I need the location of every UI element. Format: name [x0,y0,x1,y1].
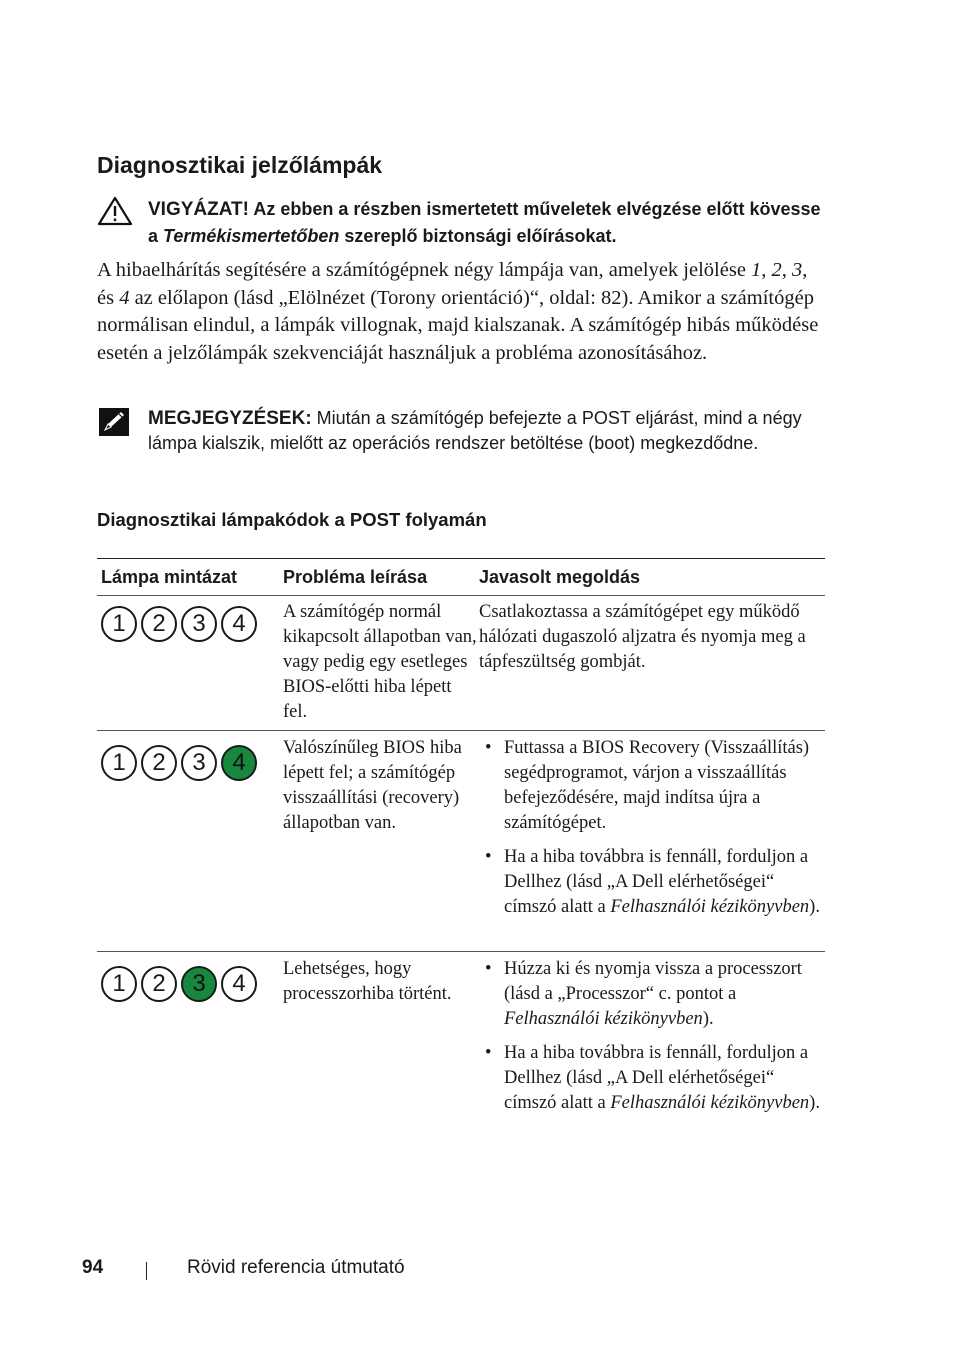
lamp-3: 3 [181,966,217,1002]
solution-list-wrap [479,952,825,1125]
intro-paragraph [97,257,827,367]
solution-list-wrap [479,731,825,951]
intro-separator: , [761,259,772,281]
bullet-italic: Felhasználói kézikönyvben [610,897,810,917]
solution-bullet [479,1041,825,1116]
caution-italic: Termékismertetőben [163,226,340,246]
lamp-3: 3 [181,606,217,642]
solution-list [479,736,825,920]
intro-lamp-number: 2 [771,259,782,281]
lamp-2: 2 [141,606,177,642]
intro-separator: , és [97,259,808,309]
bullet-italic: Felhasználói kézikönyvben [610,1093,810,1113]
problem-description: A számítógép normál kikapcsolt állapotban van, vagy pedig egy esetleges BIOS-előtti hiba lépett fel. [283,602,477,722]
bullet-text: Futtassa a BIOS Recovery (Visszaállítás) segédprogramot, várjon a visszaállítás befejeződésére, majd indítsa újra a számítógépet. [504,738,810,833]
header-lamp-pattern: Lámpa mintázat [101,566,238,587]
section-heading: Diagnosztikai jelzőlámpák [97,152,383,178]
lamp-4: 4 [221,606,257,642]
header-solution: Javasolt megoldás [479,566,641,587]
lamp-4: 4 [221,966,257,1002]
caution-label: VIGYÁZAT! [148,199,249,220]
footer-doc-title: Rövid referencia útmutató [187,1257,405,1278]
bullet-text: ). [702,1009,714,1029]
note-label: MEGJEGYZÉSEK: [148,408,312,429]
solution-bullet [479,957,825,1032]
diagnostic-table [97,558,825,1125]
lamp-1: 1 [101,745,137,781]
lamp-4: 4 [221,745,257,781]
problem-description: Lehetséges, hogy processzorhiba történt. [283,959,452,1004]
bullet-text: Húzza ki és nyomja vissza a processzort (lásd a „Processzor“ c. pontot a [504,959,802,1004]
intro-lamp-number: 4 [119,286,130,309]
note-text [148,406,828,456]
solution-bullet [479,736,825,836]
lamp-pattern [101,745,283,781]
caution-text-part: Az ebben a részben ismertetett műveletek elvégzése előtt kövesse a [148,199,821,246]
bullet-text: Ha a hiba továbbra is fennáll, forduljon a Dellhez (lásd „A Dell elérhetőségei“ címszó alatt a [504,1043,809,1113]
footer-divider [146,1262,147,1280]
bullet-text: ). [809,1093,820,1113]
lamp-1: 1 [101,606,137,642]
lamp-3: 3 [181,745,217,781]
bullet-text: ). [809,897,820,917]
lamp-2: 2 [141,966,177,1002]
table-row [97,731,825,952]
caution-text-part: szereplő biztonsági előírásokat. [339,226,617,246]
bullet-italic: Felhasználói kézikönyvben [504,1009,703,1029]
lamp-2: 2 [141,745,177,781]
intro-text: A hibaelhárítás segítésére a számítógépnek négy lámpája van, amelyek jelölése [97,259,752,281]
warning-triangle-icon [97,196,133,226]
solution-bullet [479,845,825,920]
table-row [97,952,825,1125]
problem-description: Valószínűleg BIOS hiba lépett fel; a számítógép visszaállítási (recovery) állapotban van. [283,738,462,833]
page-number: 94 [82,1257,104,1278]
intro-separator: , [781,259,793,281]
table-row [97,596,825,731]
intro-lamp-number: 3 [792,259,803,281]
note-body: Miután a számítógép befejezte a POST eljárást, mind a négy lámpa kialszik, mielőtt az operációs rendszer betöltése (boot) megkezdődne. [148,408,802,453]
lamp-pattern [101,966,283,1002]
solution-text: Csatlakoztassa a számítógépet egy működő hálózati dugaszoló aljzatra és nyomja meg a tápfeszültség gombját. [479,602,806,672]
caution-text [148,196,828,249]
lamp-1: 1 [101,966,137,1002]
note-pencil-icon [99,408,129,436]
bullet-text: Ha a hiba továbbra is fennáll, forduljon a Dellhez (lásd „A Dell elérhetőségei“ címszó alatt a [504,847,809,917]
intro-text: az előlapon (lásd „Elölnézet (Torony orientáció)“, oldal: 82). Amikor a számítógép normálisan elindul, a lámpák villognak, majd kialszanak. A számítógép hibás működése esetén a jelzőlámpák szekvenciáját használjuk a probléma azonosításához. [97,286,819,364]
lamp-pattern [101,606,283,642]
table-title: Diagnosztikai lámpakódok a POST folyamán [97,509,487,530]
intro-lamp-number: 1 [751,259,762,281]
solution-list [479,957,825,1116]
header-problem: Probléma leírása [283,566,428,587]
table-header [97,559,825,596]
